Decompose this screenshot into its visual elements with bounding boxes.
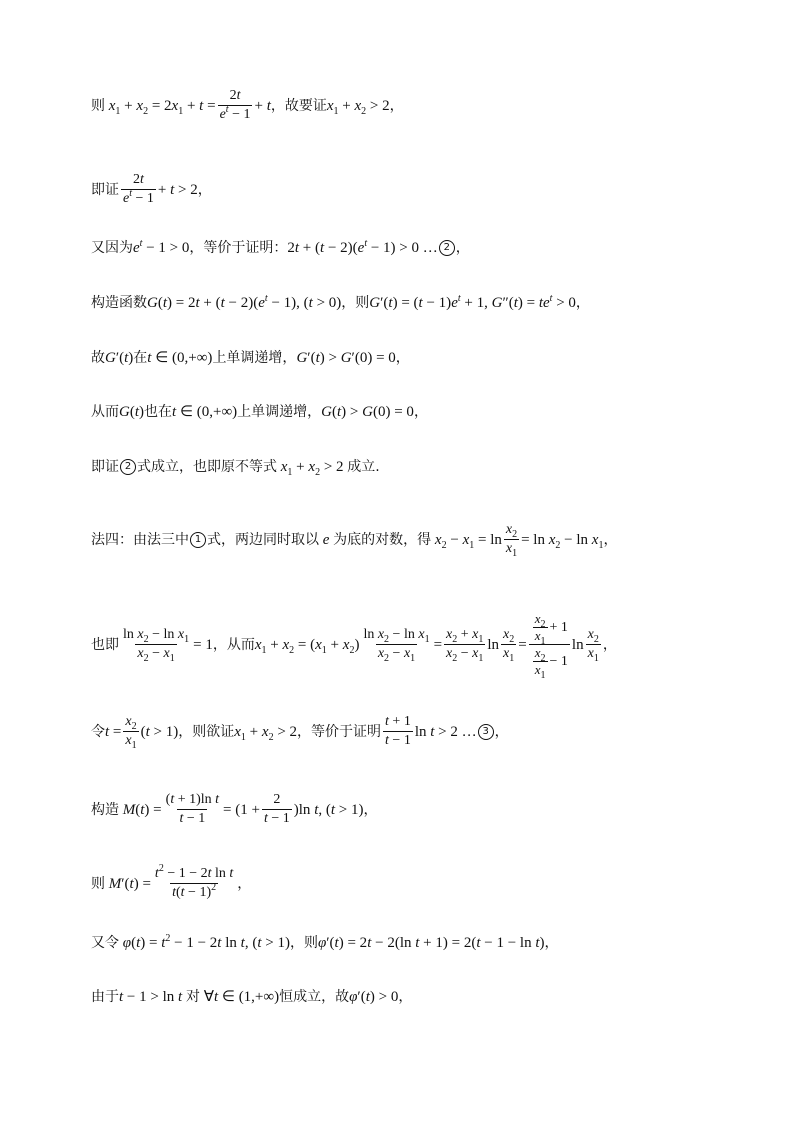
formula: = — [433, 636, 443, 653]
fraction: $\frac{t^2 - 1 - 2t \ln t}{t(t - 1)^2}$ — [154, 863, 234, 900]
proof-line-9 — [91, 611, 764, 681]
formula: + t — [254, 97, 271, 114]
proof-line-1 — [91, 88, 764, 123]
text-so: 故 — [91, 350, 105, 366]
text-comma: ， — [544, 935, 559, 951]
fraction: $\frac{x_2}{x_1}$ — [505, 522, 518, 559]
formula: M(t) = — [122, 801, 162, 818]
fraction: $\frac{x_2}{x_1}$ — [125, 714, 137, 751]
formula: $x_2 - x_1 = \ln$ — [434, 531, 502, 551]
text-on: 在 — [133, 350, 148, 366]
text-increasing: 上单调递增， — [212, 350, 297, 366]
text-base-log: 为底的对数，得 — [333, 531, 432, 548]
text-established: 成立. — [347, 459, 380, 475]
formula: G′(t) — [105, 350, 134, 366]
formula: ln — [487, 636, 500, 653]
formula: ∀t ∈ (1,+∞) — [199, 989, 280, 1005]
proof-line-12 — [91, 863, 764, 901]
proof-line-8 — [91, 522, 764, 557]
text-then: 则 — [91, 97, 105, 114]
formula: M′(t) = — [108, 875, 151, 892]
formula: t ∈ (0,+∞) — [172, 404, 238, 420]
fraction: $\frac{x_2}{x_1}$ — [503, 627, 515, 664]
text-prove: 即证 — [91, 459, 119, 475]
text-comma: ， — [494, 723, 509, 740]
text-also-on: 也在 — [144, 404, 173, 420]
proof-line-3 — [91, 238, 764, 258]
text-comma: ， — [455, 240, 470, 256]
text-comma: ， — [575, 295, 590, 311]
text-comma: ， — [603, 531, 618, 548]
text-comma: ， — [398, 989, 413, 1005]
proof-line-14 — [91, 987, 764, 1007]
formula: $x_1 + x_2 = (x_1 + x_2)$ — [254, 636, 360, 656]
text-method-four: 法四：由法三中 — [91, 531, 189, 548]
formula: φ′(t) = 2t − 2(ln t + 1) = 2(t − 1 − ln t) — [317, 935, 545, 951]
formula: φ′(t) > 0 — [349, 989, 399, 1005]
formula: $2t + (t - 2)(e^t - 1) > 0$ … — [287, 238, 438, 256]
circled-number: 2 — [439, 240, 455, 256]
fraction: $\frac{x_2 + x_1}{x_2 - x_1}$ — [446, 627, 484, 664]
formula: $x_1 + x_2 = 2x_1 + t$ = — [108, 97, 216, 117]
formula: $\varphi(t) = t^2 - 1 - 2t$ ln t, (t > 1) — [122, 933, 290, 951]
fraction: $\frac{x_2}{x_1}$ — [587, 627, 599, 664]
formula: $x_1 + x_2 > 2$ — [280, 459, 348, 478]
formula: $G(t) = 2t + (t - 2)(e^t - 1)$, (t > 0) — [147, 293, 342, 311]
formula: G(t) — [119, 404, 145, 420]
proof-line-6 — [91, 402, 764, 422]
proof-line-4 — [91, 293, 764, 313]
text-comma: ， — [363, 801, 378, 818]
fraction: $\frac{\text{(t + 1)ln t}}{t - 1}$ — [165, 792, 220, 826]
formula: )ln t, (t > 1) — [293, 801, 364, 818]
formula: t − 1 > ln t — [119, 989, 183, 1005]
fraction: $\frac{\ln x_2 - \ln x_1}{x_2 - x_1}$ — [123, 627, 190, 664]
compound-fraction: $\frac{x_2}{x_1}$ + 1 $\frac{x_2}{x_1}$ − 1 — [529, 612, 570, 677]
text-also-let: 又令 — [91, 935, 119, 951]
proof-line-11 — [91, 792, 764, 827]
text-comma: ， — [413, 404, 428, 420]
text-comma: ， — [395, 350, 410, 366]
formula: $G'(t) = (t - 1)e^t + 1$, $G''(t) = te^t > 0$ — [369, 293, 576, 311]
formula: $x_1 + x_2 > 2$ — [326, 97, 390, 117]
text-so-prove: ，故要证 — [270, 97, 327, 114]
text-let: 令 — [91, 723, 105, 740]
text-increasing: 上单调递增， — [237, 404, 322, 420]
text-for: 对 — [185, 989, 200, 1005]
text-thus: ，从而 — [212, 636, 255, 653]
formula: $e^t - 1 > 0$ — [133, 238, 190, 256]
text-that-is: 也即 — [91, 636, 119, 653]
fraction: $\frac{2t}{e^t - 1}$ — [123, 172, 154, 206]
text-construct: 构造 — [91, 801, 119, 818]
text-since: 由于 — [91, 989, 119, 1005]
text-want-prove: ，则欲证 — [178, 723, 235, 740]
text-take-log: 式，两边同时取以 — [207, 531, 319, 548]
fraction: $\frac{2}{t - 1}$ — [263, 792, 290, 826]
text-comma: ， — [389, 97, 404, 114]
text-equivalent: ，等价于证明： — [189, 240, 288, 256]
text-construct: 构造函数 — [91, 295, 147, 311]
formula: ln — [571, 636, 584, 653]
text-thus: 从而 — [91, 404, 119, 420]
proof-line-5 — [91, 348, 764, 368]
formula: G′(t) > G′(0) = 0 — [296, 350, 396, 366]
text-comma: ， — [237, 875, 252, 892]
text-equivalent: ，等价于证明 — [297, 723, 382, 740]
formula: ln t > 2 … — [414, 723, 477, 740]
proof-line-13 — [91, 933, 764, 953]
fraction: $\frac{\ln x_2 - \ln x_1}{x_2 - x_1}$ — [363, 627, 430, 664]
proof-line-2 — [91, 172, 764, 207]
fraction: $\frac{t + 1}{t - 1}$ — [385, 714, 411, 748]
fraction: $\frac{2t}{e^t - 1}$ — [219, 88, 251, 122]
formula: G(t) > G(0) = 0 — [321, 404, 414, 420]
proof-line-10 — [91, 714, 764, 749]
formula: = (1 + — [223, 801, 260, 818]
text-then: ，则 — [289, 935, 318, 951]
circled-number: 1 — [190, 532, 206, 548]
text-prove: 即证 — [91, 181, 119, 198]
text-holds: 式成立，也即原不等式 — [137, 459, 277, 475]
formula: = 1 — [193, 636, 213, 653]
formula: = — [518, 636, 527, 653]
formula: t ∈ (0,+∞) — [147, 350, 213, 366]
text-then: ，则 — [341, 295, 370, 311]
formula: = $\ln x_2 - \ln x_1$ — [521, 531, 604, 551]
formula: $x_1 + x_2 > 2$ — [234, 723, 298, 743]
text-because: 又因为 — [91, 240, 133, 256]
formula: e — [322, 531, 330, 548]
formula: t = — [105, 723, 122, 740]
circled-number: 2 — [120, 459, 136, 475]
proof-line-7 — [91, 457, 764, 477]
formula: (t > 1) — [140, 723, 179, 740]
formula: + t > 2 — [157, 181, 198, 198]
text-always-holds: 恒成立，故 — [279, 989, 350, 1005]
text-then: 则 — [91, 875, 105, 892]
circled-number: 3 — [478, 724, 494, 740]
text-comma: ， — [197, 181, 212, 198]
text-comma: ， — [602, 636, 617, 653]
